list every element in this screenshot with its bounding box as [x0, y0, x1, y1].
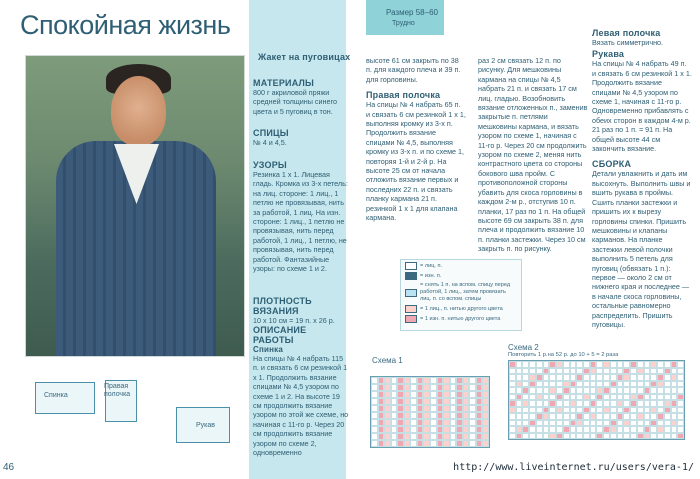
chart-cell	[644, 433, 651, 440]
chart-cell	[482, 377, 489, 384]
chart-cell	[563, 433, 570, 440]
size-text: Размер 58–60	[386, 8, 438, 17]
chart-cell	[637, 433, 644, 440]
chart-cell	[657, 433, 664, 440]
legend-swatch	[405, 315, 417, 323]
right-col-3	[592, 28, 692, 329]
needles-block	[253, 128, 349, 147]
page-number: 46	[3, 462, 15, 473]
difficulty-text: Трудно	[392, 20, 415, 27]
legend-item: = изн. п.	[405, 272, 517, 280]
chart-cell	[509, 433, 516, 440]
chart-cell	[482, 412, 489, 419]
chart-cell	[516, 433, 523, 440]
left-front-text: Вязать симметрично.	[592, 38, 664, 47]
materials-title: МАТЕРИАЛЫ	[253, 78, 315, 88]
sleeve-title: Рукава	[592, 49, 625, 60]
chart-cell	[482, 384, 489, 391]
scheme2-grid	[508, 360, 685, 440]
source-url: http://www.liveinternet.ru/users/vera-1/	[453, 462, 694, 473]
materials-text: 800 г акриловой пряжи средней толщины синего цвета и 5 пуговиц в тон.	[253, 88, 337, 116]
chart-cell	[482, 440, 489, 447]
legend-item: = 1 изн. п. нитью другого цвета	[405, 315, 517, 323]
chart-cell	[556, 433, 563, 440]
chart-cell	[630, 433, 637, 440]
chart-cell	[590, 433, 597, 440]
patterns-block	[253, 160, 349, 273]
chart-cell	[583, 433, 590, 440]
scheme1-grid	[370, 376, 490, 448]
chart-cell	[650, 433, 657, 440]
chart-cell	[543, 433, 550, 440]
sleeve-text: На спицы № 4 набрать 49 п. и связать 6 см резинкой 1 х 1. Продолжить вязание спицами № 4,5 узором по схеме 1, начиная с 11-го р. Одновременно прибавлять с обеих сторон в каждом 4-м р. 21 раз по 1 п. = 91 п. На общей высоте 44 см закончить вязание.	[592, 59, 692, 154]
photo-head	[111, 76, 166, 146]
chart-cell	[671, 433, 678, 440]
scheme2-title: Схема 2	[508, 343, 539, 352]
right-col-1	[366, 56, 466, 223]
right-col-1-text: высоте 61 см закрыть по 38 п. для каждого плеча и 39 п. для горловины.	[366, 56, 461, 84]
sketch-back-label: Спинка	[44, 392, 68, 399]
density-text: 10 х 10 см = 19 п. х 26 р.	[253, 316, 335, 325]
legend	[400, 259, 522, 331]
jacket-title: Жакет на пуговицах	[258, 52, 351, 62]
chart-cell	[576, 433, 583, 440]
chart-cell	[482, 419, 489, 426]
legend-swatch	[405, 289, 417, 297]
right-col-2	[478, 56, 588, 254]
page-title: Спокойная жизнь	[20, 10, 231, 40]
sketch-front-label: Правая полочка	[104, 383, 131, 398]
density-title: ПЛОТНОСТЬ ВЯЗАНИЯ	[253, 296, 312, 316]
photo	[25, 55, 245, 357]
chart-cell	[529, 433, 536, 440]
chart-cell	[482, 433, 489, 440]
scheme2-caption: Повторить 1 р.на 52 р. до 10 + 5 = 2 раза	[508, 352, 619, 358]
chart-cell	[482, 405, 489, 412]
legend-item: = лиц. п.	[405, 262, 517, 270]
legend-swatch	[405, 305, 417, 313]
legend-item: = 1 лиц., п. нитью другого цвета	[405, 305, 517, 313]
chart-cell	[482, 426, 489, 433]
back-text: На спицы № 4 набрать 115 п. и связать 6 см резинкой 1 х 1. Продолжить вязание спицами № 4,5 узором по схеме 1 и 2. На высоте 19 см продолжить вязание узором по этой же схеме, но начиная с 11-го р. Через 20 см продолжить вязание узором по схеме 2, одновременно	[253, 354, 349, 458]
legend-swatch	[405, 262, 417, 270]
size-box	[366, 0, 444, 35]
scheme1-title: Схема 1	[372, 356, 403, 365]
right-front-text: На спицы № 4 набрать 65 п. и связать 6 см резинкой 1 х 1, выполняя кромку из 3-х п. Продолжить вязание спицами № 4,5, выполняя кромку из 3-х п. и по схеме 1, повторяя 1-й и 2-й р. На высоте 25 см от начала отложить вязание первых и последних 22 п. и связать планку кармана 21 п. резинкой 1 х 1 для клапана кармана.	[366, 100, 466, 223]
description-block	[253, 325, 349, 457]
right-front-title: Правая полочка	[366, 90, 441, 101]
chart-cell	[482, 398, 489, 405]
chart-cell	[610, 433, 617, 440]
chart-cell	[549, 433, 556, 440]
chart-cell	[522, 433, 529, 440]
density-block	[253, 296, 349, 325]
patterns-text: Резинка 1 х 1. Лицевая гладь. Кромка из 3-х петель: на лиц. стороне: 1 лиц., 1 петлю не провязывая, нить за работой, 1 лиц. На изн. стороне: 1 лиц., 1 петлю не провязывая, нить перед работой, 1 лиц., 1 петлю, не провязывая, нить перед работой. Фантазийные узоры: по схеме 1 и 2.	[253, 170, 348, 274]
chart-cell	[664, 433, 671, 440]
jacket-block	[258, 52, 378, 62]
materials-block	[253, 78, 349, 116]
chart-cell	[570, 433, 577, 440]
chart-cell	[623, 433, 630, 440]
needles-title: СПИЦЫ	[253, 128, 289, 138]
chart-cell	[596, 433, 603, 440]
legend-item: = снять 1 п. на вспом. спицу перед работой, 1 лиц., затем провязать лиц. п. со вспом. спицы	[405, 282, 517, 303]
chart-cell	[482, 391, 489, 398]
chart-cell	[617, 433, 624, 440]
description-title: ОПИСАНИЕ РАБОТЫ	[253, 325, 307, 345]
chart-cell	[536, 433, 543, 440]
chart-cell	[603, 433, 610, 440]
assembly-title: СБОРКА	[592, 159, 632, 170]
sketch-sleeve-label: Рукав	[196, 422, 215, 429]
left-front-title: Левая полочка	[592, 28, 661, 38]
assembly-text: Детали увлажнить и дать им высохнуть. Выполнить швы и вшить рукава в проймы. Сшить планки застежки и пришить их к вырезу горловины спинки. Пришить мешковины и клапаны карманов. На планке застежки левой полочки выполнить 5 петель для пуговиц (обвязать 1 п.): первое — около 2 см от нижнего края и последнее — в начале скоса горловины, остальные равномерно распределить. Пришить пуговицы.	[592, 169, 691, 329]
needles-text: № 4 и 4,5.	[253, 138, 287, 147]
patterns-title: УЗОРЫ	[253, 160, 287, 170]
chart-cell	[677, 433, 684, 440]
right-col-2-text: раз 2 см связать 12 п. по рисунку. Для мешковины кармана на спицы № 4,5 набрать 21 п. и связать 17 см лиц. гладью. Возобновить вязание отложенных п., заменив закрытые п. петлями мешковины кармана, и вязать узором по схеме 1, начиная с 11-го р. Через 20 см продолжить узором по схеме 2, меняя нить контрастного цвета со стороны бокового шва пройм. С противоположной стороны убавить для скоса горловины в каждом 2-м р., отступив 10 п. планки, 17 раз по 1 п. На общей высоте 69 см закрыть 38 п. для плеча и продолжить вязание 10 п. планки застежки. Через 10 см закрыть п. по рисунку.	[478, 56, 588, 254]
back-title: Спинка	[253, 345, 284, 354]
legend-swatch	[405, 272, 417, 280]
